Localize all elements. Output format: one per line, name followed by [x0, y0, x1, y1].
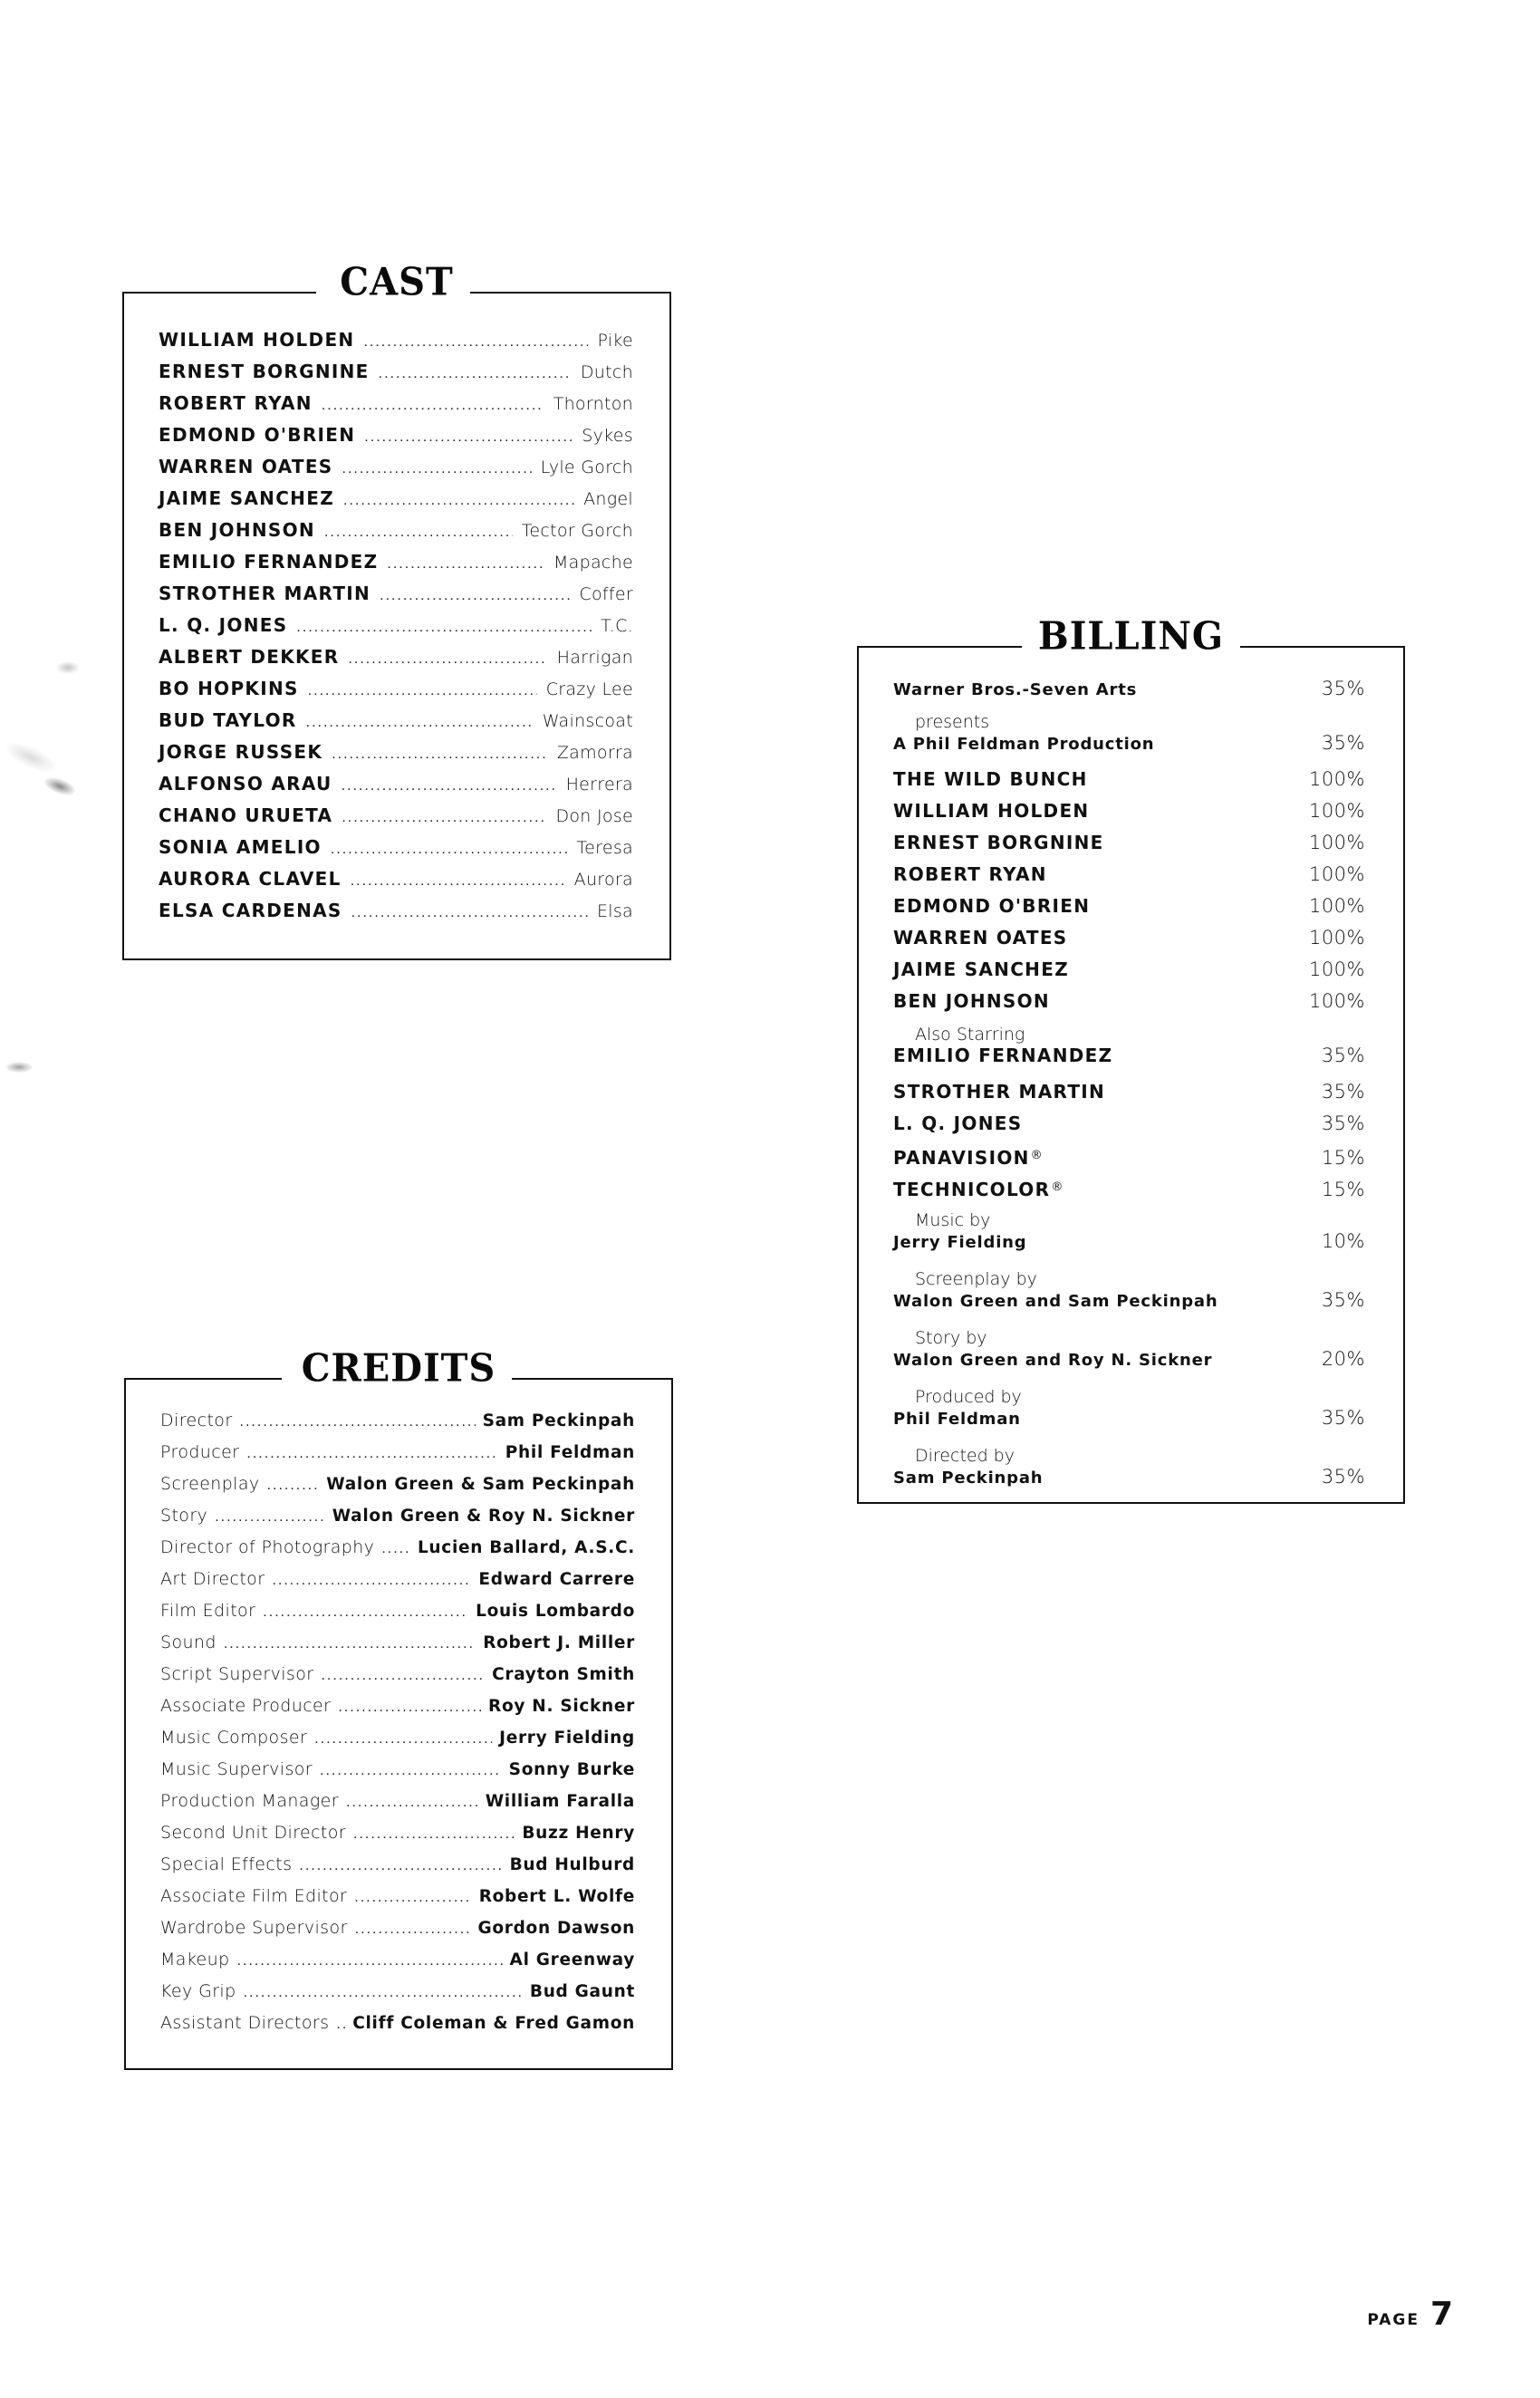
credit-name: Roy N. Sickner	[488, 1697, 635, 1716]
cast-character-name: Angel	[583, 489, 633, 509]
billing-row	[893, 1466, 1365, 1488]
cast-actor-name: SONIA AMELIO	[159, 836, 322, 858]
credit-name: Sam Peckinpah	[482, 1411, 635, 1430]
cast-row	[159, 800, 633, 832]
dot-leader	[240, 1406, 476, 1438]
credit-role: Director	[160, 1411, 233, 1430]
credit-role: Art Director	[160, 1569, 265, 1589]
billing-name-text: WILLIAM HOLDEN	[893, 800, 1090, 822]
billing-percentage: 100%	[1308, 927, 1365, 949]
dot-leader	[346, 1786, 478, 1818]
cast-row	[159, 578, 633, 610]
credit-row	[160, 1659, 635, 1690]
cast-actor-name: STROTHER MARTIN	[159, 583, 371, 604]
billing-item	[893, 859, 1365, 891]
billing-percentage: 35%	[1321, 1081, 1365, 1103]
billing-percentage: 100%	[1308, 832, 1365, 853]
dot-leader	[342, 802, 546, 833]
credit-role: Wardrobe Supervisor	[160, 1918, 348, 1938]
cast-row	[159, 863, 633, 895]
billing-row	[893, 1348, 1365, 1370]
cast-character-name: Lyle Gorch	[540, 457, 633, 477]
credit-role: Assistant Directors	[160, 2013, 330, 2033]
billing-name-text: EDMOND O'BRIEN	[893, 895, 1091, 917]
credit-role: Associate Film Editor	[160, 1886, 348, 1906]
billing-list	[893, 673, 1365, 1498]
dot-leader	[343, 485, 574, 516]
billing-percentage: 35%	[1321, 1045, 1365, 1066]
cast-actor-name: L. Q. JONES	[159, 614, 288, 636]
billing-row	[893, 986, 1365, 1017]
billing-name-text: STROTHER MARTIN	[893, 1081, 1106, 1103]
page-number-value: 7	[1429, 2296, 1453, 2333]
credit-role: Makeup	[160, 1950, 230, 1969]
dot-leader	[306, 707, 534, 738]
billing-name-text: ROBERT RYAN	[893, 863, 1047, 885]
billing-item	[893, 1171, 1365, 1203]
cast-row	[159, 737, 633, 768]
billing-row	[893, 1289, 1365, 1311]
cast-row	[159, 483, 633, 515]
dot-leader	[299, 1850, 502, 1882]
cast-actor-name: ERNEST BORGNINE	[159, 361, 370, 382]
billing-prefix: Also Starring	[915, 1025, 1025, 1045]
dot-leader	[364, 421, 573, 453]
cast-heading	[124, 260, 669, 305]
billing-name-text: BEN JOHNSON	[893, 990, 1050, 1012]
credit-row	[160, 1690, 635, 1722]
billing-row	[893, 859, 1365, 891]
scan-smudge	[42, 774, 77, 798]
dot-leader	[267, 1469, 320, 1501]
registered-mark-icon: ®	[1030, 1149, 1044, 1162]
credit-name: Bud Hulburd	[509, 1855, 635, 1874]
billing-name-text: WARREN OATES	[893, 927, 1068, 949]
billing-box	[857, 613, 1405, 1504]
credit-row	[160, 1754, 635, 1786]
cast-row	[159, 768, 633, 800]
billing-item	[893, 673, 1365, 705]
billing-prefix: Story by	[915, 1328, 987, 1348]
credit-name: Edward Carrere	[478, 1570, 635, 1589]
cast-row	[159, 832, 633, 863]
dot-leader	[321, 1660, 485, 1691]
billing-percentage: 10%	[1321, 1230, 1365, 1252]
billing-item	[893, 1439, 1365, 1488]
billing-percentage: 100%	[1308, 800, 1365, 822]
credit-row	[160, 1405, 635, 1437]
cast-character-name: Dutch	[580, 362, 633, 382]
billing-name-text: Jerry Fielding	[893, 1233, 1027, 1252]
billing-prefix: presents	[915, 712, 990, 732]
billing-row	[893, 1140, 1365, 1171]
cast-list	[159, 324, 633, 927]
dot-leader	[322, 390, 544, 421]
billing-prefix: Directed by	[915, 1446, 1015, 1466]
cast-character-name: T.C.	[601, 616, 633, 636]
billing-item	[893, 764, 1365, 795]
cast-row	[159, 388, 633, 419]
billing-percentage: 100%	[1308, 863, 1365, 885]
billing-row	[893, 922, 1365, 954]
billing-percentage: 15%	[1321, 1179, 1365, 1200]
billing-name	[893, 1171, 1064, 1206]
cast-heading-text: CAST	[323, 260, 470, 304]
dot-leader	[355, 1913, 471, 1945]
credit-role: Production Manager	[160, 1791, 339, 1811]
cast-actor-name: EDMOND O'BRIEN	[159, 424, 356, 446]
cast-actor-name: ELSA CARDENAS	[159, 900, 342, 921]
billing-item	[893, 1076, 1365, 1108]
billing-prefix: Screenplay by	[915, 1269, 1037, 1289]
credit-name: Lucien Ballard, A.S.C.	[417, 1538, 635, 1557]
dot-leader	[379, 358, 572, 390]
billing-percentage: 100%	[1308, 990, 1365, 1012]
dot-leader	[331, 833, 568, 865]
credit-name: Robert J. Miller	[483, 1633, 635, 1652]
cast-character-name: Tector Gorch	[521, 521, 633, 541]
cast-actor-name: EMILIO FERNANDEZ	[159, 551, 379, 573]
billing-name-text: THE WILD BUNCH	[893, 768, 1088, 790]
dot-leader	[336, 2008, 345, 2040]
billing-name-text: JAIME SANCHEZ	[893, 958, 1069, 980]
billing-percentage: 35%	[1321, 678, 1365, 699]
billing-item	[893, 705, 1365, 754]
cast-character-name: Herrera	[565, 775, 633, 795]
billing-name	[893, 734, 1154, 756]
billing-prefix: Music by	[915, 1210, 991, 1230]
billing-item	[893, 1108, 1365, 1140]
cast-row	[159, 546, 633, 578]
billing-name-text: Walon Green and Roy N. Sickner	[893, 1351, 1213, 1370]
billing-percentage: 100%	[1308, 895, 1365, 917]
billing-row	[893, 1407, 1365, 1429]
cast-actor-name: WILLIAM HOLDEN	[159, 329, 355, 351]
billing-name	[893, 1350, 1212, 1372]
cast-row	[159, 419, 633, 451]
billing-name	[893, 764, 1088, 795]
cast-actor-name: ALBERT DEKKER	[159, 646, 340, 668]
billing-name-text: EMILIO FERNANDEZ	[893, 1045, 1113, 1066]
cast-row	[159, 673, 633, 705]
credit-name: William Faralla	[485, 1792, 635, 1811]
billing-name	[893, 1409, 1021, 1430]
billing-name-text: A Phil Feldman Production	[893, 735, 1155, 754]
credit-row	[160, 1722, 635, 1754]
credit-role: Sound	[160, 1632, 217, 1652]
dot-leader	[338, 1691, 481, 1723]
credit-name: Walon Green & Roy N. Sickner	[332, 1507, 635, 1526]
billing-name	[893, 795, 1089, 827]
credit-role: Screenplay	[160, 1474, 260, 1494]
billing-percentage: 35%	[1321, 1289, 1365, 1311]
billing-row	[893, 1230, 1365, 1252]
credits-box	[124, 1345, 673, 2070]
billing-row	[893, 1171, 1365, 1203]
dot-leader	[324, 516, 513, 548]
dot-leader	[237, 1945, 503, 1977]
dot-leader	[348, 643, 547, 675]
cast-character-name: Pike	[597, 331, 633, 351]
cast-row	[159, 515, 633, 546]
billing-name	[893, 1076, 1105, 1108]
billing-row	[893, 827, 1365, 859]
credit-name: Cliff Coleman & Fred Gamon	[352, 2014, 635, 2033]
dot-leader	[246, 1438, 497, 1469]
credit-name: Crayton Smith	[492, 1665, 635, 1684]
page-label: PAGE	[1367, 2311, 1420, 2329]
dot-leader	[224, 1628, 476, 1660]
billing-item	[893, 1140, 1365, 1171]
credit-row	[160, 1437, 635, 1469]
credit-role: Film Editor	[160, 1601, 256, 1621]
billing-heading	[859, 614, 1403, 660]
dot-leader	[354, 1882, 471, 1913]
credit-role: Music Composer	[160, 1728, 308, 1748]
cast-character-name: Wainscoat	[542, 711, 633, 731]
billing-name-text: ERNEST BORGNINE	[893, 832, 1104, 853]
credit-role: Special Effects	[160, 1854, 293, 1874]
cast-box	[122, 259, 671, 960]
billing-name	[893, 1045, 1112, 1066]
cast-actor-name: JORGE RUSSEK	[159, 741, 323, 763]
cast-actor-name: BO HOPKINS	[159, 678, 299, 699]
billing-name	[893, 891, 1090, 922]
cast-actor-name: ALFONSO ARAU	[159, 773, 332, 795]
credit-row	[160, 1912, 635, 1944]
cast-row	[159, 705, 633, 737]
billing-item	[893, 1380, 1365, 1429]
billing-percentage: 100%	[1308, 958, 1365, 980]
billing-name	[893, 859, 1047, 891]
cast-row	[159, 641, 633, 673]
billing-name	[893, 986, 1050, 1017]
dot-leader	[320, 1755, 502, 1786]
cast-actor-name: WARREN OATES	[159, 456, 333, 477]
credit-row	[160, 1944, 635, 1976]
cast-row	[159, 451, 633, 483]
billing-item	[893, 954, 1365, 986]
cast-actor-name: JAIME SANCHEZ	[159, 487, 334, 509]
credit-role: Key Grip	[160, 1981, 236, 2001]
dot-leader	[351, 897, 588, 929]
cast-row	[159, 610, 633, 641]
credit-row	[160, 1500, 635, 1532]
billing-name	[893, 1140, 1044, 1174]
billing-percentage: 35%	[1321, 1466, 1365, 1488]
credit-name: Bud Gaunt	[529, 1982, 635, 2001]
billing-name-text: Warner Bros.-Seven Arts	[893, 680, 1138, 699]
billing-name	[893, 827, 1104, 859]
billing-row	[893, 1076, 1365, 1108]
billing-percentage: 20%	[1321, 1348, 1365, 1370]
credit-name: Walon Green & Sam Peckinpah	[326, 1475, 635, 1494]
credits-heading	[126, 1346, 671, 1392]
credit-role: Story	[160, 1506, 208, 1526]
cast-actor-name: CHANO URUETA	[159, 804, 333, 826]
cast-character-name: Elsa	[596, 901, 633, 921]
dot-leader	[332, 738, 548, 770]
cast-row	[159, 356, 633, 388]
credit-name: Gordon Dawson	[477, 1919, 635, 1938]
billing-name	[893, 954, 1069, 986]
billing-row	[893, 891, 1365, 922]
credit-name: Al Greenway	[509, 1950, 635, 1969]
page-number	[1367, 2296, 1453, 2333]
dot-leader	[353, 1818, 515, 1850]
credit-role: Second Unit Director	[160, 1823, 347, 1843]
billing-name	[893, 1291, 1218, 1313]
dot-leader	[296, 612, 592, 643]
dot-leader	[380, 580, 570, 612]
scan-smudge	[5, 1062, 33, 1073]
credit-row	[160, 1786, 635, 1817]
credit-row	[160, 2008, 635, 2039]
billing-name	[893, 1468, 1043, 1489]
billing-item	[893, 1321, 1365, 1370]
billing-row	[893, 954, 1365, 986]
dot-leader	[308, 675, 537, 707]
billing-name-text: Walon Green and Sam Peckinpah	[893, 1292, 1218, 1311]
dot-leader	[342, 770, 557, 802]
scan-smudge	[56, 661, 80, 674]
billing-name-text: L. Q. JONES	[893, 1112, 1023, 1134]
credit-name: Jerry Fielding	[499, 1729, 635, 1748]
credit-role: Associate Producer	[160, 1696, 332, 1716]
cast-actor-name: AURORA CLAVEL	[159, 868, 342, 890]
dot-leader	[244, 1977, 523, 2008]
billing-percentage: 35%	[1321, 1112, 1365, 1134]
cast-character-name: Thornton	[553, 394, 633, 414]
credit-row	[160, 1564, 635, 1595]
billing-item	[893, 922, 1365, 954]
dot-leader	[381, 1533, 410, 1565]
dot-leader	[363, 326, 588, 358]
cast-character-name: Sykes	[582, 426, 633, 446]
billing-name-text: PANAVISION	[893, 1147, 1030, 1169]
billing-heading-text: BILLING	[1022, 614, 1240, 659]
billing-name	[893, 1108, 1022, 1140]
billing-row	[893, 1108, 1365, 1140]
scan-smudge	[2, 737, 60, 777]
cast-character-name: Mapache	[553, 553, 633, 573]
credit-row	[160, 1817, 635, 1849]
registered-mark-icon: ®	[1051, 1180, 1064, 1194]
credit-row	[160, 1849, 635, 1881]
billing-name-text: TECHNICOLOR	[893, 1179, 1051, 1200]
cast-actor-name: BEN JOHNSON	[159, 519, 315, 541]
billing-percentage: 35%	[1321, 732, 1365, 754]
credit-role: Music Supervisor	[160, 1759, 313, 1779]
billing-item	[893, 827, 1365, 859]
billing-row	[893, 673, 1365, 705]
credit-row	[160, 1627, 635, 1659]
cast-character-name: Coffer	[579, 584, 633, 604]
credit-name: Robert L. Wolfe	[478, 1887, 635, 1906]
billing-name	[893, 1232, 1026, 1254]
billing-percentage: 100%	[1308, 768, 1365, 790]
cast-row	[159, 324, 633, 356]
cast-character-name: Harrigan	[556, 648, 633, 668]
billing-percentage: 15%	[1321, 1147, 1365, 1169]
billing-item	[893, 891, 1365, 922]
dot-leader	[215, 1501, 325, 1533]
dot-leader	[387, 548, 544, 580]
billing-item	[893, 986, 1365, 1017]
credit-name: Phil Feldman	[505, 1443, 635, 1462]
billing-row	[893, 732, 1365, 754]
billing-item	[893, 1203, 1365, 1252]
dot-leader	[272, 1565, 471, 1596]
cast-actor-name: ROBERT RYAN	[159, 392, 313, 414]
dot-leader	[263, 1596, 468, 1628]
billing-name-text: Sam Peckinpah	[893, 1469, 1044, 1488]
billing-name	[893, 922, 1068, 954]
cast-character-name: Crazy Lee	[545, 679, 633, 699]
billing-item	[893, 1017, 1365, 1066]
credit-name: Louis Lombardo	[476, 1602, 635, 1621]
cast-character-name: Zamorra	[556, 743, 633, 763]
cast-character-name: Don Jose	[555, 806, 633, 826]
cast-character-name: Teresa	[576, 838, 633, 858]
billing-row	[893, 795, 1365, 827]
billing-item	[893, 795, 1365, 827]
dot-leader	[342, 453, 532, 485]
credit-row	[160, 1469, 635, 1500]
credit-role: Producer	[160, 1442, 240, 1462]
billing-name	[893, 674, 1137, 706]
credit-row	[160, 1976, 635, 2008]
billing-name-text: Phil Feldman	[893, 1410, 1021, 1429]
credit-name: Sonny Burke	[508, 1760, 635, 1779]
cast-row	[159, 895, 633, 927]
credit-name: Buzz Henry	[522, 1824, 635, 1843]
cast-actor-name: BUD TAYLOR	[159, 709, 297, 731]
credits-list	[160, 1405, 635, 2039]
credit-role: Script Supervisor	[160, 1664, 314, 1684]
billing-prefix: Produced by	[915, 1387, 1022, 1407]
cast-character-name: Aurora	[573, 870, 633, 890]
billing-percentage: 35%	[1321, 1407, 1365, 1429]
billing-item	[893, 1262, 1365, 1311]
credit-row	[160, 1532, 635, 1564]
dot-leader	[351, 865, 565, 897]
credit-row	[160, 1595, 635, 1627]
credits-heading-text: CREDITS	[285, 1346, 513, 1391]
credit-row	[160, 1881, 635, 1912]
billing-row	[893, 1045, 1365, 1066]
billing-row	[893, 764, 1365, 795]
credit-role: Director of Photography	[160, 1537, 375, 1557]
dot-leader	[314, 1723, 492, 1755]
